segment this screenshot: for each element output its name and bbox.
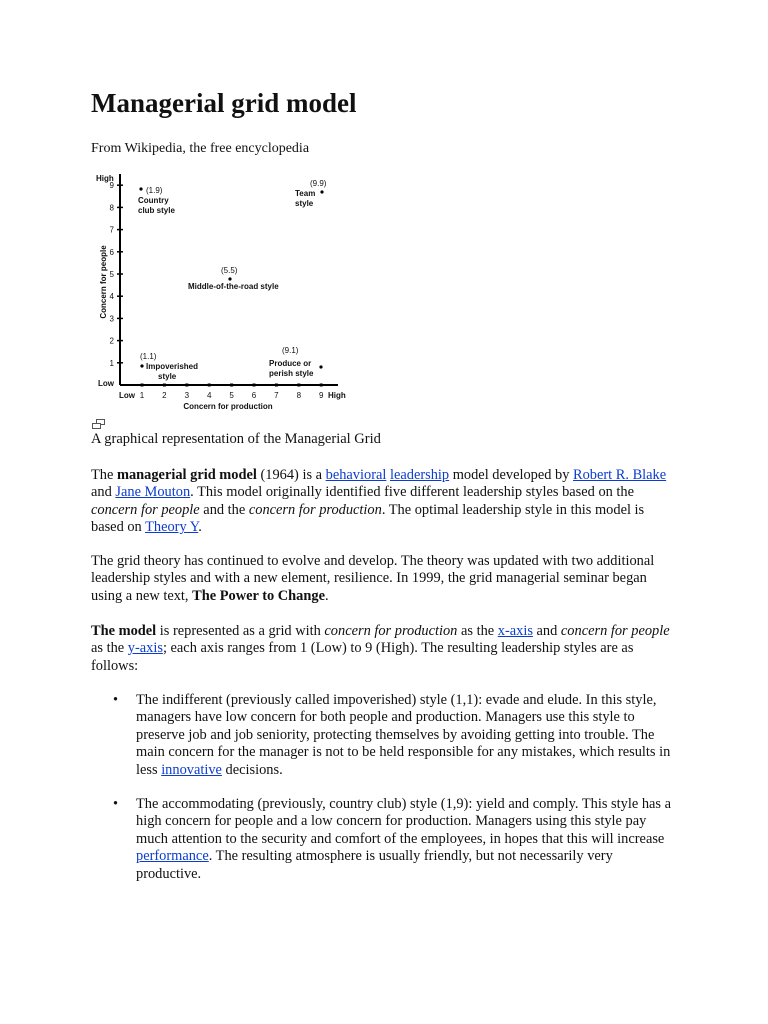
figure-caption: A graphical representation of the Managerial Grid bbox=[91, 431, 381, 447]
y-tick-label: 3 bbox=[109, 314, 114, 324]
y-tick-label: 6 bbox=[109, 247, 114, 257]
x-axis-title: Concern for production bbox=[183, 402, 273, 411]
point-team-label-1: Team bbox=[295, 189, 316, 198]
link-behavioral[interactable]: behavioral bbox=[325, 467, 387, 483]
x-tick-mark bbox=[320, 384, 323, 387]
x-tick-mark bbox=[185, 384, 188, 387]
page-title: Managerial grid model bbox=[91, 88, 357, 118]
point-middle-marker bbox=[228, 277, 231, 280]
managerial-grid-figure bbox=[92, 170, 354, 415]
x-tick-label: 6 bbox=[251, 391, 257, 400]
italic-concern-for-people: concern for people bbox=[91, 501, 200, 518]
point-country-club-label-1: Country bbox=[138, 196, 169, 205]
y-tick-label: 2 bbox=[109, 336, 114, 346]
list-item-accommodating-style: • The accommodating (previously, country club) style (1,9): yield and comply. This style has a high concern for people and a low concern for production. Managers using this style pay much attention to the security and comfort of the employees, in hopes that this will increase performance. The resulting atmosphere is usually friendly, but not necessarily very productive. bbox=[113, 796, 671, 882]
link-jane-mouton[interactable]: Jane Mouton bbox=[115, 484, 191, 501]
point-country-club-coord: (1.9) bbox=[146, 186, 163, 195]
y-tick-label: 7 bbox=[109, 225, 114, 235]
x-tick-mark bbox=[208, 384, 211, 387]
x-high-label: High bbox=[328, 391, 346, 400]
link-leadership[interactable]: leadership bbox=[389, 467, 450, 483]
link-y-axis[interactable]: y-axis bbox=[127, 640, 163, 657]
point-perish-marker bbox=[319, 365, 322, 368]
y-low-label: Low bbox=[98, 379, 114, 388]
point-team-label-2: style bbox=[295, 199, 314, 208]
point-impoverished-label-1: Impoverished bbox=[146, 362, 199, 371]
x-tick-mark bbox=[297, 384, 300, 387]
leadership-styles-list bbox=[91, 692, 676, 883]
x-tick-label: 1 bbox=[139, 391, 145, 400]
x-tick-mark bbox=[275, 384, 278, 387]
point-perish-label-2: perish style bbox=[269, 369, 314, 378]
link-robert-blake[interactable]: Robert R. Blake bbox=[573, 467, 667, 483]
y-axis-title: Concern for people bbox=[99, 245, 108, 319]
bold-term-managerial-grid-model: managerial grid model bbox=[116, 467, 257, 483]
intro-paragraph: The managerial grid model (1964) is a behavioral leadership model developed by Robert R. Blake and Jane Mouton. This model originally identified five different leadership styles based on the concern for people and the concern for production. The optimal leadership style in this model is based on Theory Y. bbox=[91, 467, 667, 536]
x-tick-mark bbox=[253, 384, 256, 387]
link-x-axis[interactable]: x-axis bbox=[497, 623, 533, 639]
y-tick-label: 8 bbox=[109, 203, 114, 213]
point-team-coord: (9.9) bbox=[310, 179, 327, 188]
x-low-label: Low bbox=[119, 391, 135, 400]
point-team-marker bbox=[320, 190, 323, 193]
x-tick-label: 2 bbox=[162, 391, 167, 400]
point-country-club-marker bbox=[139, 187, 142, 190]
point-country-club-label-2: club style bbox=[138, 206, 175, 215]
point-perish-label-1: Produce or bbox=[269, 359, 312, 368]
bold-power-to-change: The Power to Change bbox=[192, 587, 325, 604]
y-high-label: High bbox=[96, 174, 114, 183]
x-tick-mark bbox=[141, 384, 144, 387]
link-innovative[interactable]: innovative bbox=[161, 761, 222, 778]
list-item-indifferent-style: • The indifferent (previously called impoverished) style (1,1): evade and elude. In this style, managers have low concern for both people and production. Managers use this style to preserve job and job seniority, protecting themselves by avoiding getting into trouble. The main concern for the manager is not to be held responsible for any mistakes, which results in less innovative decisions. bbox=[113, 692, 671, 778]
page-subtitle: From Wikipedia, the free encyclopedia bbox=[91, 141, 310, 156]
italic-concern-for-production: concern for production bbox=[248, 501, 382, 518]
x-tick-label: 8 bbox=[296, 391, 302, 400]
bold-the-model: The model bbox=[91, 623, 157, 639]
x-tick-label: 5 bbox=[229, 391, 234, 400]
x-tick-label: 3 bbox=[184, 391, 190, 400]
x-tick-label: 9 bbox=[318, 391, 324, 400]
point-impoverished-label-2: style bbox=[158, 372, 177, 381]
link-performance[interactable]: performance bbox=[136, 848, 209, 865]
bullet: • bbox=[113, 796, 119, 813]
evolution-paragraph: The grid theory has continued to evolve and develop. The theory was updated with two additional leadership styles and with a new element, resilience. In 1999, the grid managerial seminar began using a new text, The Power to Change. bbox=[91, 553, 655, 604]
y-tick-label: 5 bbox=[109, 270, 114, 279]
y-tick-label: 4 bbox=[109, 292, 114, 302]
point-impoverished-marker bbox=[140, 364, 143, 367]
point-middle-label: Middle-of-the-road style bbox=[188, 282, 279, 291]
point-impoverished-coord: (1.1) bbox=[140, 352, 157, 361]
x-tick-label: 4 bbox=[206, 391, 212, 400]
link-theory-y[interactable]: Theory Y bbox=[145, 519, 199, 536]
model-paragraph: The model is represented as a grid with concern for production as the x-axis and concern for people as the y-axis; each axis ranges from 1 (Low) to 9 (High). The resulting leadership styles are as follows: bbox=[91, 623, 670, 674]
x-tick-label: 7 bbox=[274, 391, 279, 400]
x-tick-mark bbox=[230, 384, 233, 387]
point-middle-coord: (5.5) bbox=[221, 266, 238, 275]
y-tick-label: 9 bbox=[109, 181, 114, 191]
bullet: • bbox=[113, 692, 119, 708]
x-tick-mark bbox=[163, 384, 166, 387]
enlarge-image-icon[interactable] bbox=[91, 418, 106, 430]
point-perish-coord: (9.1) bbox=[282, 346, 299, 355]
y-tick-label: 1 bbox=[109, 358, 114, 368]
